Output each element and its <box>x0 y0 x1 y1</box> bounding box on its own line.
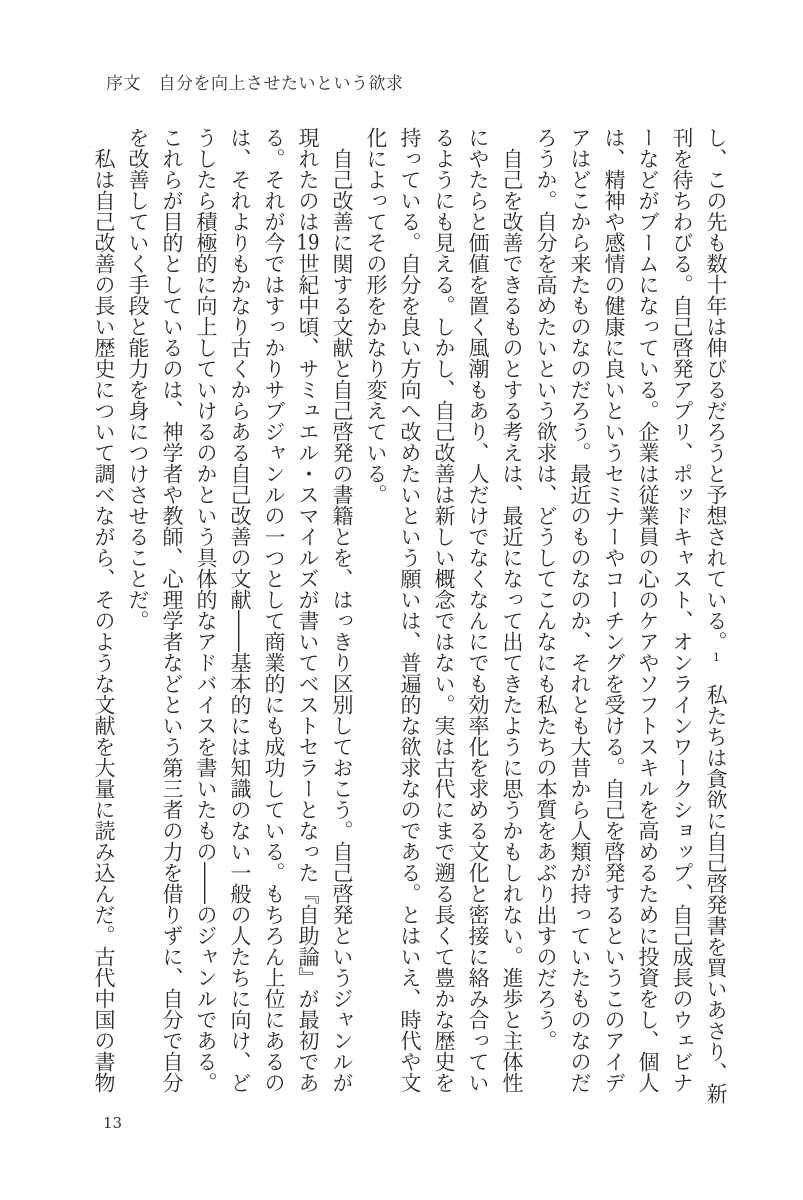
paragraph: 自己を改善できるものとする考えは、最近になって出てきたように思うかもしれない。進歩と主体性にやたらと価値を置く風潮もあり、人だけでなくなんにでも効率化を求める文化と密接に絡み合っているようにも見える。しかし、自己改善は新しい概念ではない。実は古代にまで遡る長くて豊かな歴史を持っている。自分を良い方向へ改めたいという願いは、普遍的な欲求なのである。とはいえ、時代や文化によってその形をかなり変えている。 <box>364 127 524 1093</box>
paragraph <box>529 127 733 1107</box>
paragraph-text: し、この先も数十年は伸びるだろうと予想されている。 <box>704 127 728 652</box>
footnote-ref: 1 <box>713 652 720 663</box>
paragraph: 私は自己改善の長い歴史について調べながら、そのような文献を大量に読み込んだ。古代中国の書物 <box>92 148 116 1093</box>
paragraph-text: 自己改善に関する文献と自己啓発の書籍とを、はっきり区別しておこう。自己啓発というジャンルが現れたのは <box>296 127 354 1093</box>
body-text <box>87 127 733 1107</box>
page-number: 13 <box>103 1114 123 1132</box>
paragraph-text: 世紀中頃、サミュエル・スマイルズが書いてベストセラーとなった『自助論』が最初である。それが今ではすっかりサブジャンルの一つとして商業的にも成功している。もちろん上位にあるのは、それよりもかなり古くからある自己改善の文献――基本的には知識のない一般の人たちに向け、どうしたら積極的に向上していけるのかという具体的なアドバイスを書いたもの――のジャンルである。これらが目的としているのは、神学者や教師、心理学者などという第三者の力を借りずに、自分で自分を改善していく手段と能力を身につけさせることだ。 <box>126 127 320 1093</box>
year-number: 19 <box>296 232 320 253</box>
paragraph <box>121 127 359 1107</box>
chapter-header: 序文 自分を向上させたいという欲求 <box>106 74 404 94</box>
paragraph-text: 私たちは貪欲に自己啓発書を買いあさり、新刊を待ちわびる。自己啓発アプリ、ポッドキャスト、オンラインワークショップ、自己成長のウェビナーなどがブームになっている。企業は従業員の心のケアやソフトスキルを高めるために投資をし、個人は、精神や感情の健康に良いというセミナーやコーチングを受ける。自己を啓発するというこのアイデアはどこから来たものなのだろう。最近のものなのか、それとも大昔から人類が持っていたものなのだろうか。自分を高めたいという欲求は、どうしてこんなにも私たちの本質をあぶり出すのだろう。 <box>534 127 728 1104</box>
